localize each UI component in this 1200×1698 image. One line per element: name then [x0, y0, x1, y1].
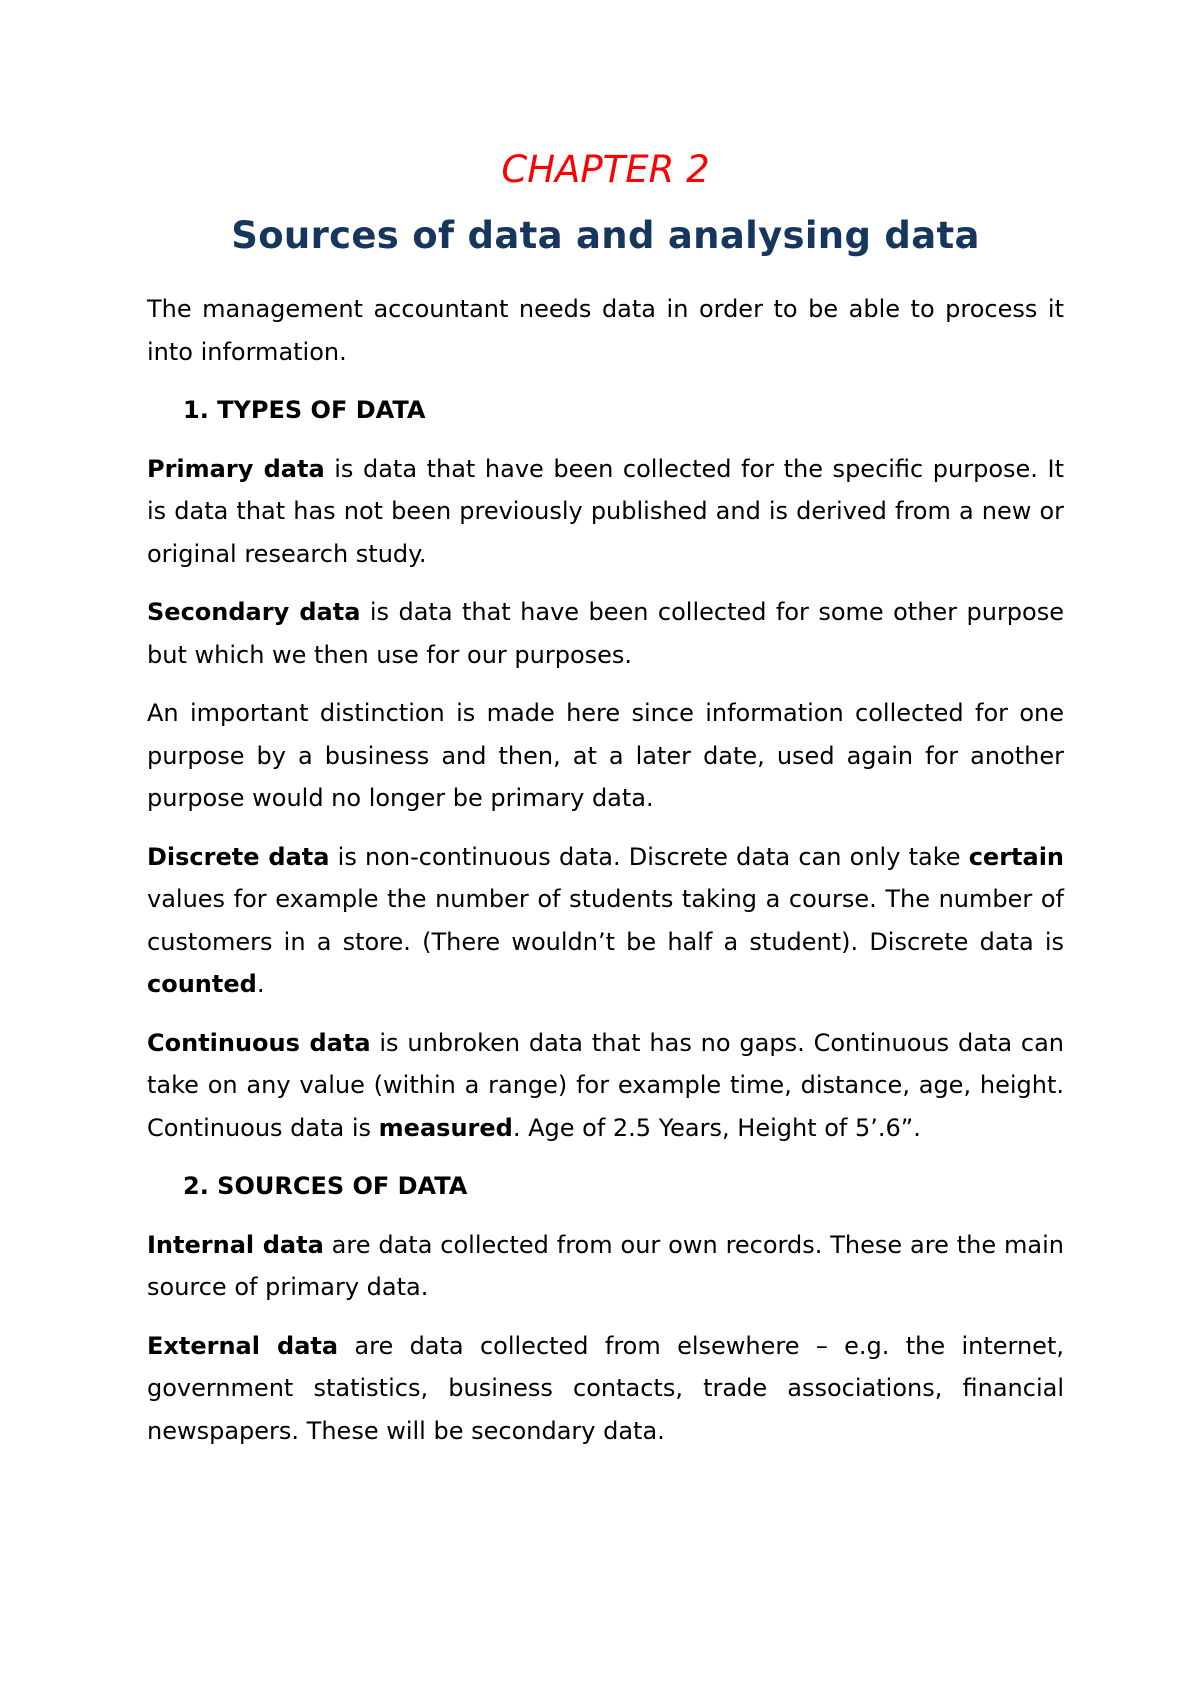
discrete-data-paragraph [147, 836, 1064, 1006]
primary-data-text: is data that have been collected for the specific purpose. It is data that has not been previously published and is derived from a new or original research study. [147, 454, 1064, 568]
internal-data-text: are data collected from our own records. These are the main source of primary data. [147, 1230, 1064, 1301]
primary-data-paragraph [147, 448, 1064, 576]
continuous-data-term: Continuous data [147, 1028, 371, 1057]
section-heading-types: 1. TYPES OF DATA [183, 396, 426, 424]
discrete-data-text-1: is non-continuous data. Discrete data can only take [329, 842, 969, 871]
secondary-data-text: is data that have been collected for some other purpose but which we then use for our purposes. [147, 598, 1064, 669]
external-data-term: External data [147, 1331, 339, 1360]
distinction-paragraph: An important distinction is made here since information collected for one purpose by a business and then, at a later date, used again for another purpose would no longer be primary data. [147, 699, 1064, 812]
continuous-data-bold-measured: measured [378, 1113, 513, 1142]
continuous-data-paragraph [147, 1022, 1064, 1150]
discrete-data-text-3: . [256, 970, 265, 998]
internal-data-term: Internal data [147, 1230, 324, 1259]
document-page [147, 140, 1064, 1452]
section-heading-sources: 2. SOURCES OF DATA [183, 1172, 468, 1200]
intro-paragraph: The management accountant needs data in order to be able to process it into information. [147, 295, 1064, 366]
discrete-data-bold-certain: certain [968, 842, 1065, 871]
discrete-data-text-2: values for example the number of students taking a course. The number of customers in a store. (There wouldn’t be half a student). Discrete data is [147, 885, 1064, 956]
external-data-text: are data collected from elsewhere – e.g. the internet, government statistics, business contacts, trade associations, financial newspapers. These will be secondary data. [147, 1331, 1064, 1445]
secondary-data-paragraph [147, 591, 1064, 676]
chapter-label: CHAPTER 2 [501, 148, 710, 191]
secondary-data-term: Secondary data [147, 598, 361, 626]
external-data-paragraph [147, 1325, 1064, 1453]
primary-data-term: Primary data [147, 454, 325, 483]
discrete-data-term: Discrete data [147, 842, 330, 871]
discrete-data-bold-counted: counted [147, 970, 257, 998]
internal-data-paragraph [147, 1224, 1064, 1309]
page-title: Sources of data and analysing data [231, 214, 980, 257]
continuous-data-text-2: . Age of 2.5 Years, Height of 5’.6”. [512, 1113, 921, 1142]
continuous-data-text-1: is unbroken data that has no gaps. Continuous data can take on any value (within a range) for example time, distance, age, height. Continuous data is [147, 1028, 1064, 1142]
